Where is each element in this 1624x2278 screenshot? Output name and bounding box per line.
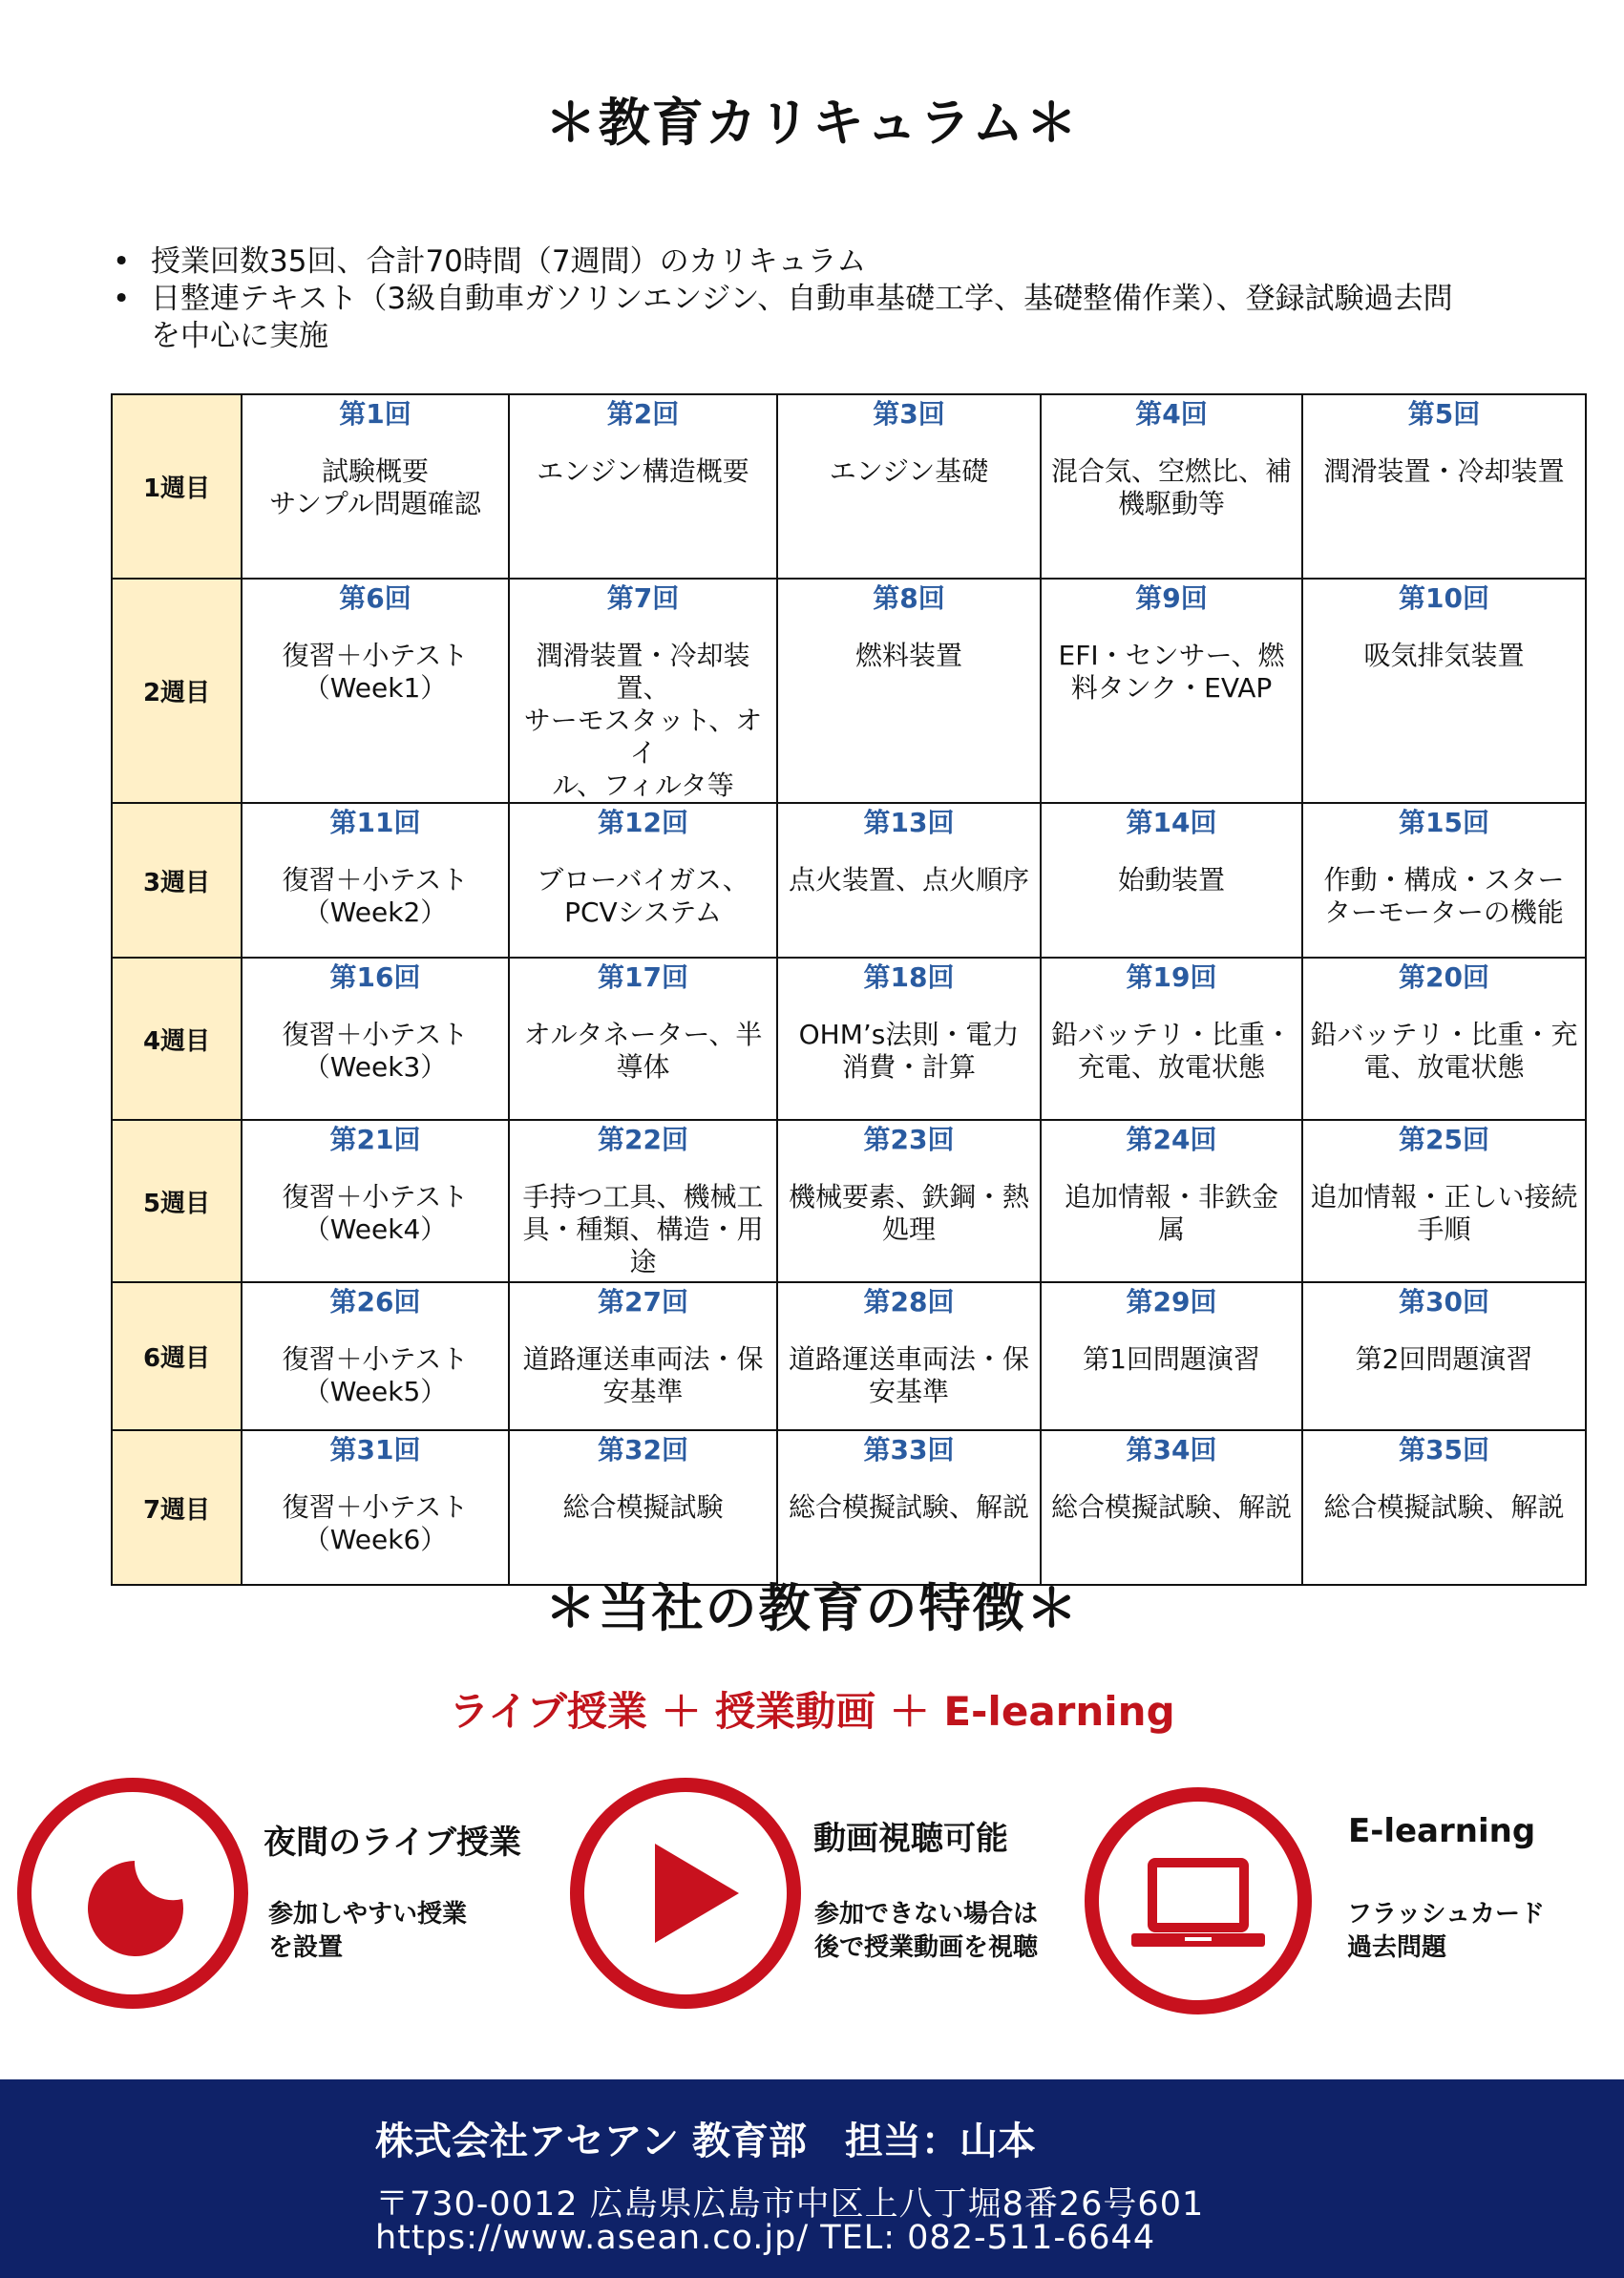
features-title: ＊当社の教育の特徴＊ bbox=[544, 1578, 1080, 1638]
week-row bbox=[112, 803, 1586, 958]
session-topic: 鉛バッテリ・比重・充 電、放電状態 bbox=[1310, 1019, 1578, 1083]
session-cell bbox=[777, 1430, 1041, 1585]
session-cell bbox=[777, 958, 1041, 1120]
week-row bbox=[112, 394, 1586, 579]
session-cell bbox=[1041, 1120, 1302, 1282]
laptop-ring bbox=[1085, 1787, 1312, 2014]
play-ring bbox=[570, 1778, 801, 2009]
session-number: 第32回 bbox=[598, 1434, 688, 1466]
session-cell bbox=[242, 803, 509, 958]
session-topic: 第2回問題演習 bbox=[1355, 1343, 1533, 1375]
company-name: 株式会社アセアン 教育部 担当：山本 bbox=[375, 2120, 1036, 2163]
session-cell bbox=[242, 579, 509, 803]
feature-elearning-desc: フラッシュカード 過去問題 bbox=[1347, 1900, 1545, 1962]
session-topic: 吸気排気装置 bbox=[1363, 640, 1525, 671]
session-cell bbox=[777, 579, 1041, 803]
session-cell bbox=[777, 394, 1041, 579]
session-number: 第8回 bbox=[873, 582, 945, 614]
session-number: 第33回 bbox=[863, 1434, 955, 1466]
session-number: 第24回 bbox=[1126, 1124, 1217, 1155]
session-cell bbox=[1041, 394, 1302, 579]
week-row bbox=[112, 1282, 1586, 1430]
play-icon bbox=[584, 1792, 787, 1994]
session-number: 第21回 bbox=[329, 1124, 421, 1155]
session-number: 第19回 bbox=[1126, 961, 1217, 993]
week-row bbox=[112, 1430, 1586, 1585]
session-number: 第5回 bbox=[1407, 398, 1481, 430]
session-topic: 追加情報・非鉄金 属 bbox=[1064, 1181, 1278, 1245]
session-number: 第6回 bbox=[339, 582, 411, 614]
session-topic: EFI・センサー、燃 料タンク・EVAP bbox=[1058, 640, 1285, 704]
session-topic: 試験概要 サンプル問題確認 bbox=[269, 455, 481, 519]
bullet-sessions: • 授業回数35回、合計70時間（7週間）のカリキュラム bbox=[113, 243, 1526, 281]
session-cell bbox=[242, 1430, 509, 1585]
session-number: 第14回 bbox=[1126, 807, 1217, 838]
session-number: 第28回 bbox=[863, 1286, 955, 1318]
bullet-textbooks: • 日整連テキスト（3級自動車ガソリンエンジン、自動車基礎工学、基礎整備作業）、登録試験過去問 bbox=[113, 281, 1526, 318]
session-number: 第16回 bbox=[329, 961, 421, 993]
session-topic: 総合模擬試験 bbox=[562, 1491, 724, 1523]
session-number: 第10回 bbox=[1399, 582, 1489, 614]
week-label: 6週目 bbox=[112, 1282, 242, 1430]
session-cell bbox=[777, 1120, 1041, 1282]
session-number: 第11回 bbox=[329, 807, 421, 838]
contact-info: https://www.asean.co.jp/ TEL: 082-511-6644 bbox=[375, 2219, 1156, 2257]
session-topic: 燃料装置 bbox=[854, 640, 962, 671]
feature-live-title: 夜間のライブ授業 bbox=[264, 1824, 521, 1862]
address: 〒730-0012 広島県広島市中区上八丁堀8番26号601 bbox=[375, 2185, 1205, 2224]
session-cell bbox=[242, 1120, 509, 1282]
session-number: 第22回 bbox=[598, 1124, 688, 1155]
session-topic: 復習＋小テスト （Week6） bbox=[282, 1491, 469, 1555]
session-cell bbox=[509, 1430, 777, 1585]
session-topic: OHM’s法則・電力 消費・計算 bbox=[798, 1019, 1020, 1083]
session-topic: 総合模擬試験、解説 bbox=[788, 1491, 1029, 1523]
session-topic: 点火装置、点火順序 bbox=[788, 864, 1029, 896]
session-cell bbox=[1041, 958, 1302, 1120]
session-topic: 復習＋小テスト （Week5） bbox=[282, 1343, 469, 1407]
session-number: 第17回 bbox=[598, 961, 688, 993]
session-number: 第35回 bbox=[1399, 1434, 1489, 1466]
session-number: 第2回 bbox=[606, 398, 680, 430]
session-topic: 手持つ工具、機械工 具・種類、構造・用途 bbox=[522, 1181, 764, 1277]
session-cell bbox=[1041, 803, 1302, 958]
week-row bbox=[112, 1120, 1586, 1282]
session-topic: エンジン基礎 bbox=[829, 455, 989, 487]
week-row bbox=[112, 579, 1586, 803]
session-cell bbox=[509, 394, 777, 579]
session-topic: 始動装置 bbox=[1117, 864, 1225, 896]
session-topic: 混合気、空燃比、補 機駆動等 bbox=[1050, 455, 1292, 519]
session-number: 第15回 bbox=[1399, 807, 1489, 838]
session-topic: 総合模擬試験、解説 bbox=[1323, 1491, 1565, 1523]
session-cell bbox=[509, 803, 777, 958]
session-number: 第3回 bbox=[873, 398, 945, 430]
feature-video-title: 動画視聴可能 bbox=[813, 1820, 1008, 1858]
session-cell bbox=[242, 394, 509, 579]
session-topic: 復習＋小テスト （Week4） bbox=[282, 1181, 469, 1245]
week-label: 7週目 bbox=[112, 1430, 242, 1585]
feature-live-desc: 参加しやすい授業 を設置 bbox=[268, 1900, 468, 1962]
session-number: 第13回 bbox=[863, 807, 955, 838]
session-topic: 道路運送車両法・保 安基準 bbox=[788, 1343, 1029, 1407]
session-cell bbox=[1302, 1282, 1586, 1430]
week-row bbox=[112, 958, 1586, 1120]
footer bbox=[0, 2079, 1624, 2278]
curriculum-table bbox=[111, 393, 1587, 1586]
session-cell bbox=[509, 579, 777, 803]
laptop-icon bbox=[1099, 1802, 1297, 2000]
moon-icon bbox=[32, 1792, 234, 1994]
session-topic: 総合模擬試験、解説 bbox=[1050, 1491, 1292, 1523]
session-number: 第18回 bbox=[863, 961, 955, 993]
session-number: 第25回 bbox=[1399, 1124, 1489, 1155]
session-number: 第34回 bbox=[1126, 1434, 1217, 1466]
session-number: 第9回 bbox=[1135, 582, 1208, 614]
feature-video-desc: 参加できない場合は 後で授業動画を視聴 bbox=[814, 1900, 1039, 1962]
session-cell bbox=[1041, 1430, 1302, 1585]
session-number: 第31回 bbox=[329, 1434, 421, 1466]
session-topic: 復習＋小テスト （Week3） bbox=[282, 1019, 469, 1083]
session-number: 第29回 bbox=[1126, 1286, 1217, 1318]
session-topic: 復習＋小テスト （Week2） bbox=[282, 864, 469, 928]
session-cell bbox=[1302, 1120, 1586, 1282]
session-topic: ブローバイガス、 PCVシステム bbox=[537, 864, 749, 928]
session-cell bbox=[1302, 958, 1586, 1120]
session-topic: 機械要素、鉄鋼・熱 処理 bbox=[788, 1181, 1029, 1245]
session-topic: 追加情報・正しい接続 手順 bbox=[1310, 1181, 1578, 1245]
session-cell bbox=[242, 958, 509, 1120]
session-cell bbox=[509, 1120, 777, 1282]
session-cell bbox=[1041, 579, 1302, 803]
learning-modes: ライブ授業 ＋ 授業動画 ＋ E-learning bbox=[449, 1688, 1175, 1735]
session-number: 第30回 bbox=[1399, 1286, 1489, 1318]
overview-bullets bbox=[113, 243, 1526, 355]
week-label: 2週目 bbox=[112, 579, 242, 803]
session-number: 第26回 bbox=[329, 1286, 421, 1318]
session-cell bbox=[1302, 579, 1586, 803]
session-number: 第7回 bbox=[606, 582, 680, 614]
week-label: 3週目 bbox=[112, 803, 242, 958]
session-cell bbox=[1302, 803, 1586, 958]
session-number: 第20回 bbox=[1399, 961, 1489, 993]
session-topic: 作動・構成・スター ターモーターの機能 bbox=[1323, 864, 1565, 928]
session-topic: 潤滑装置・冷却装置、 サーモスタット、オイ ル、フィルタ等 bbox=[523, 640, 763, 801]
session-cell bbox=[777, 803, 1041, 958]
session-topic: 第1回問題演習 bbox=[1083, 1343, 1260, 1375]
session-cell bbox=[777, 1282, 1041, 1430]
session-number: 第4回 bbox=[1135, 398, 1208, 430]
bullet-textbooks-continued: を中心に実施 bbox=[151, 319, 328, 353]
session-cell bbox=[1041, 1282, 1302, 1430]
session-topic: 潤滑装置・冷却装置 bbox=[1323, 455, 1565, 487]
session-number: 第12回 bbox=[598, 807, 688, 838]
session-number: 第23回 bbox=[863, 1124, 955, 1155]
session-cell bbox=[1302, 394, 1586, 579]
week-label: 5週目 bbox=[112, 1120, 242, 1282]
session-cell bbox=[1302, 1430, 1586, 1585]
session-topic: エンジン構造概要 bbox=[537, 455, 749, 487]
session-cell bbox=[242, 1282, 509, 1430]
session-topic: 道路運送車両法・保 安基準 bbox=[522, 1343, 764, 1407]
session-topic: オルタネーター、半 導体 bbox=[523, 1019, 763, 1083]
curriculum-title: ＊教育カリキュラム＊ bbox=[544, 93, 1080, 153]
session-number: 第27回 bbox=[598, 1286, 688, 1318]
moon-ring bbox=[17, 1778, 248, 2009]
feature-elearning-title: E-learning bbox=[1348, 1812, 1536, 1850]
week-label: 4週目 bbox=[112, 958, 242, 1120]
session-topic: 復習＋小テスト （Week1） bbox=[282, 640, 469, 704]
session-number: 第1回 bbox=[339, 398, 411, 430]
session-cell bbox=[509, 1282, 777, 1430]
session-cell bbox=[509, 958, 777, 1120]
session-topic: 鉛バッテリ・比重・ 充電、放電状態 bbox=[1050, 1019, 1292, 1083]
week-label: 1週目 bbox=[112, 394, 242, 579]
